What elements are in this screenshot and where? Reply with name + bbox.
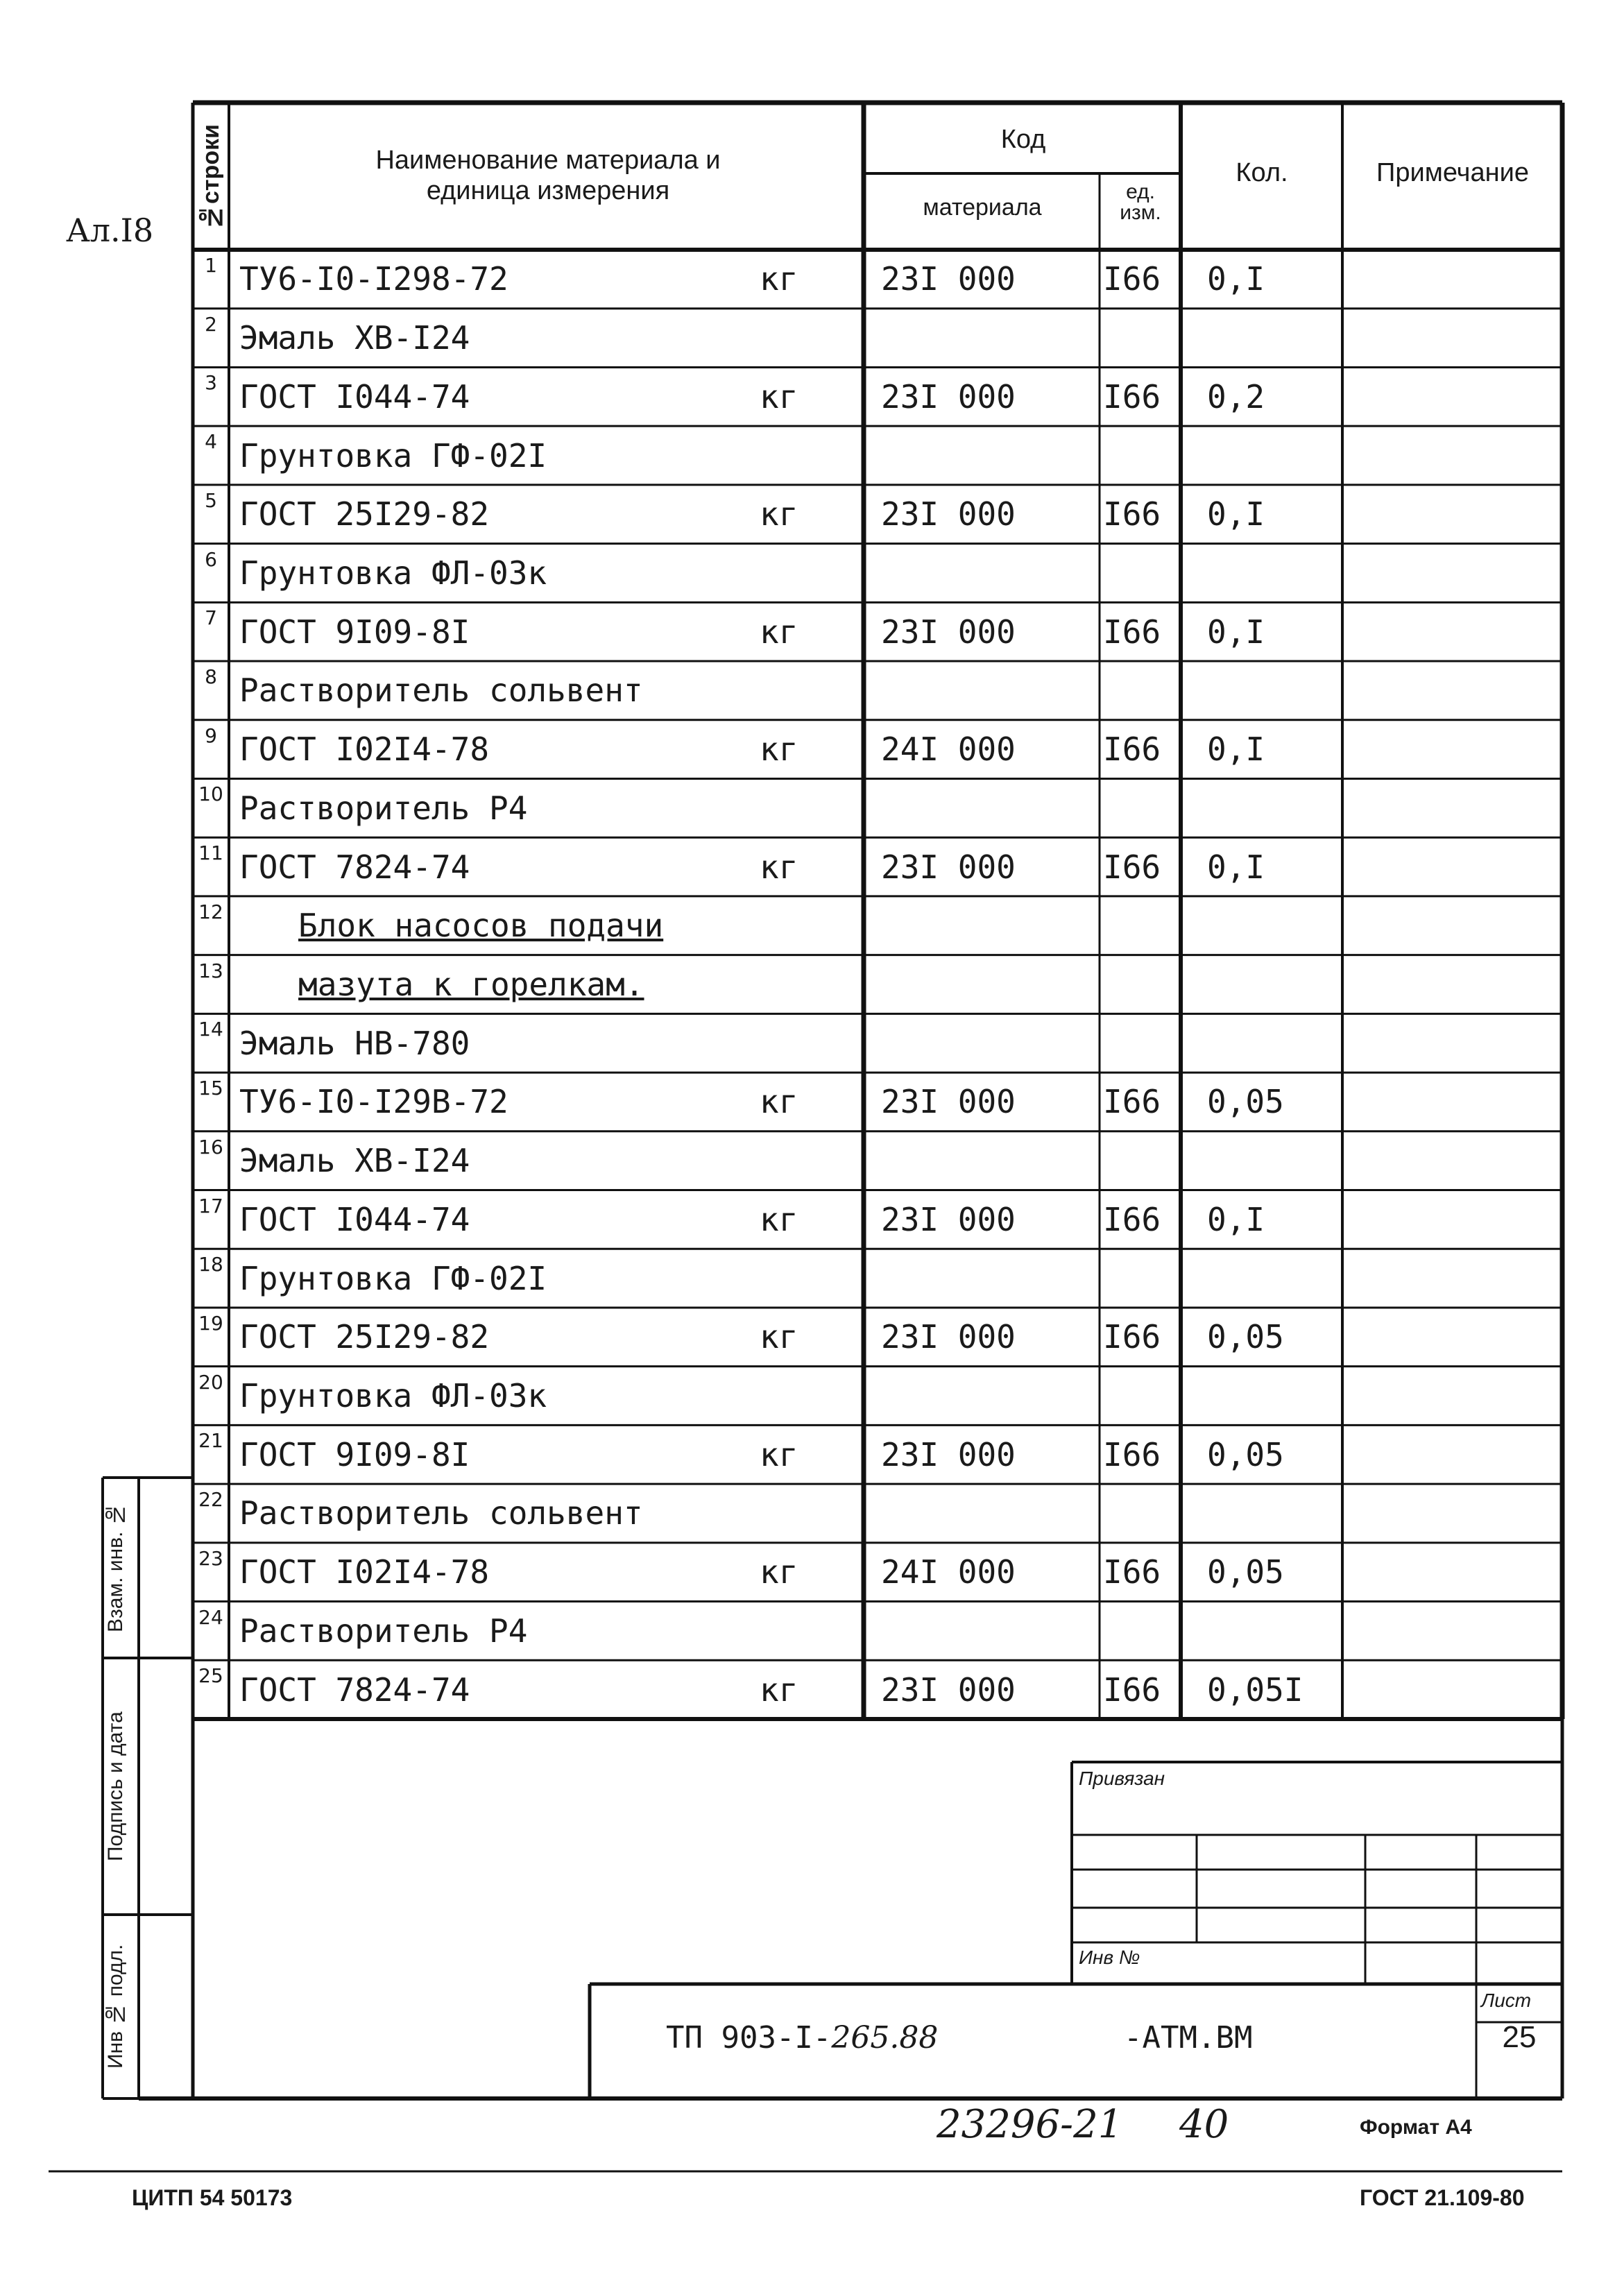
row-number: 17 xyxy=(198,1194,223,1217)
header-code-unit: ед. изм. xyxy=(1120,180,1161,224)
header-qty: Кол. xyxy=(1236,158,1288,187)
row-name: ГОСТ 9I09-8I xyxy=(239,1435,470,1473)
table-row xyxy=(0,955,1624,1014)
row-number: 15 xyxy=(198,1077,223,1100)
stamp-inv-podl: Инв № подл. xyxy=(104,1944,127,2069)
doc-number-handwritten: 265.88 xyxy=(831,2020,939,2055)
table-row xyxy=(0,485,1624,544)
row-name: ТУ6-I0-I298-72 xyxy=(239,260,508,298)
stamp-podpis: Подпись и дата xyxy=(104,1711,127,1861)
row-code-unit: I66 xyxy=(1103,1553,1161,1591)
row-unit: кг xyxy=(760,495,798,533)
list-value: 25 xyxy=(1502,2020,1537,2054)
row-number: 3 xyxy=(205,371,217,395)
row-number: 7 xyxy=(205,606,217,630)
row-number: 24 xyxy=(198,1605,223,1629)
row-number: 9 xyxy=(205,724,217,747)
row-code-material: 23I 000 xyxy=(881,1670,1016,1709)
row-number: 5 xyxy=(205,488,217,512)
row-name: ГОСТ 9I09-8I xyxy=(239,613,470,651)
row-name: ГОСТ I02I4-78 xyxy=(239,730,490,769)
table-row xyxy=(0,837,1624,896)
row-qty: 0,I xyxy=(1207,730,1265,769)
table-row xyxy=(0,1367,1624,1426)
header-row-number: №строки xyxy=(198,123,224,230)
row-number: 12 xyxy=(198,900,223,923)
inv-no-label: Инв № xyxy=(1079,1947,1140,1968)
row-code-material: 23I 000 xyxy=(881,1435,1016,1473)
row-name: Грунтовка ФЛ-03к xyxy=(239,1377,547,1415)
row-name: Эмаль НВ-780 xyxy=(239,1024,470,1062)
row-code-unit: I66 xyxy=(1103,1318,1161,1356)
footer-left: ЦИТП 54 50173 xyxy=(132,2185,293,2210)
row-qty: 0,I xyxy=(1207,613,1265,651)
row-unit: кг xyxy=(760,1083,798,1121)
archive-page: 40 xyxy=(1179,2102,1229,2147)
row-name: ГОСТ I02I4-78 xyxy=(239,1553,490,1591)
header-code: Код xyxy=(1000,125,1046,154)
table-row xyxy=(0,1660,1624,1719)
row-number: 4 xyxy=(205,430,217,454)
row-code-material: 23I 000 xyxy=(881,1318,1016,1356)
row-name: Эмаль ХВ-I24 xyxy=(239,319,470,357)
row-code-material: 23I 000 xyxy=(881,1083,1016,1121)
row-number: 2 xyxy=(205,312,217,336)
row-unit: кг xyxy=(760,1318,798,1356)
row-name: ГОСТ 7824-74 xyxy=(239,848,470,886)
row-qty: 0,2 xyxy=(1207,377,1265,416)
row-number: 10 xyxy=(198,783,223,806)
document-code xyxy=(666,2020,938,2055)
row-code-unit: I66 xyxy=(1103,848,1161,886)
table-row xyxy=(0,1543,1624,1602)
row-qty: 0,05 xyxy=(1207,1553,1284,1591)
row-number: 6 xyxy=(205,547,217,571)
sheet-label: Ал.I8 xyxy=(66,212,154,249)
row-code-unit: I66 xyxy=(1103,1435,1161,1473)
table-row xyxy=(0,1131,1624,1190)
row-qty: 0,I xyxy=(1207,1200,1265,1238)
doc-suffix: -АТМ.ВМ xyxy=(1124,2020,1253,2055)
archive-number: 23296-21 xyxy=(937,2102,1123,2147)
header-name: Наименование материала и единица измерения xyxy=(375,146,721,205)
row-code-unit: I66 xyxy=(1103,613,1161,651)
row-name: Блок насосов подачи xyxy=(298,907,664,945)
row-number: 13 xyxy=(198,959,223,982)
row-number: 18 xyxy=(198,1253,223,1276)
header-code-material: материала xyxy=(923,194,1042,221)
row-unit: кг xyxy=(760,260,798,298)
table-row xyxy=(0,1484,1624,1543)
row-number: 8 xyxy=(205,665,217,689)
row-code-material: 23I 000 xyxy=(881,260,1016,298)
stamp-vzam: Взам. инв. № xyxy=(104,1503,127,1633)
format-label: Формат А4 xyxy=(1360,2116,1472,2139)
row-unit: кг xyxy=(760,730,798,769)
row-name: мазута к горелкам. xyxy=(298,965,644,1003)
table-row xyxy=(0,1072,1624,1131)
row-unit: кг xyxy=(760,848,798,886)
row-code-material: 23I 000 xyxy=(881,495,1016,533)
footer-right: ГОСТ 21.109-80 xyxy=(1360,2185,1525,2210)
table-row xyxy=(0,1602,1624,1661)
row-number: 23 xyxy=(198,1546,223,1570)
row-name: ГОСТ 25I29-82 xyxy=(239,1318,490,1356)
row-code-material: 23I 000 xyxy=(881,848,1016,886)
row-code-unit: I66 xyxy=(1103,1200,1161,1238)
row-unit: кг xyxy=(760,1670,798,1709)
list-label: Лист xyxy=(1481,1990,1532,2011)
row-number: 25 xyxy=(198,1664,223,1688)
table-row xyxy=(0,896,1624,955)
row-unit: кг xyxy=(760,1553,798,1591)
row-code-material: 23I 000 xyxy=(881,613,1016,651)
table-row xyxy=(0,602,1624,661)
row-qty: 0,05 xyxy=(1207,1435,1284,1473)
header-note: Примечание xyxy=(1376,158,1529,187)
row-name: Грунтовка ФЛ-03к xyxy=(239,554,547,592)
table-row xyxy=(0,426,1624,485)
table-row xyxy=(0,544,1624,603)
row-name: Растворитель сольвент xyxy=(239,1494,643,1532)
row-code-unit: I66 xyxy=(1103,1083,1161,1121)
row-code-material: 23I 000 xyxy=(881,1200,1016,1238)
row-qty: 0,I xyxy=(1207,495,1265,533)
row-code-unit: I66 xyxy=(1103,377,1161,416)
row-name: Растворитель сольвент xyxy=(239,672,643,710)
row-name: ГОСТ 25I29-82 xyxy=(239,495,490,533)
row-unit: кг xyxy=(760,377,798,416)
row-name: Эмаль ХВ-I24 xyxy=(239,1142,470,1180)
table-row xyxy=(0,367,1624,426)
row-qty: 0,I xyxy=(1207,848,1265,886)
table-row xyxy=(0,720,1624,779)
table-row xyxy=(0,1249,1624,1308)
table-row xyxy=(0,1014,1624,1072)
row-code-unit: I66 xyxy=(1103,260,1161,298)
row-qty: 0,05 xyxy=(1207,1318,1284,1356)
row-name: ГОСТ I044-74 xyxy=(239,1200,470,1238)
row-qty: 0,05 xyxy=(1207,1083,1284,1121)
row-code-material: 24I 000 xyxy=(881,1553,1016,1591)
row-number: 21 xyxy=(198,1429,223,1453)
table-row xyxy=(0,661,1624,720)
row-number: 1 xyxy=(205,254,217,277)
row-number: 19 xyxy=(198,1311,223,1335)
row-number: 11 xyxy=(198,841,223,865)
row-qty: 0,I xyxy=(1207,260,1265,298)
row-number: 14 xyxy=(198,1018,223,1041)
row-unit: кг xyxy=(760,613,798,651)
row-name: ТУ6-I0-I29В-72 xyxy=(239,1083,508,1121)
row-qty: 0,05I xyxy=(1207,1670,1304,1709)
table-row xyxy=(0,250,1624,309)
row-code-unit: I66 xyxy=(1103,730,1161,769)
row-code-unit: I66 xyxy=(1103,1670,1161,1709)
row-name: Растворитель Р4 xyxy=(239,1612,528,1650)
row-unit: кг xyxy=(760,1435,798,1473)
table-row xyxy=(0,1190,1624,1249)
row-code-material: 24I 000 xyxy=(881,730,1016,769)
row-number: 20 xyxy=(198,1370,223,1394)
table-row xyxy=(0,1425,1624,1484)
table-row xyxy=(0,1308,1624,1367)
doc-prefix: ТП 903-I- xyxy=(666,2020,832,2055)
row-name: ГОСТ I044-74 xyxy=(239,377,470,416)
row-code-unit: I66 xyxy=(1103,495,1161,533)
table-row xyxy=(0,309,1624,368)
privyazan-label: Привязан xyxy=(1079,1768,1165,1789)
table-row xyxy=(0,778,1624,837)
row-number: 22 xyxy=(198,1488,223,1512)
row-number: 16 xyxy=(198,1135,223,1159)
row-unit: кг xyxy=(760,1200,798,1238)
row-code-material: 23I 000 xyxy=(881,377,1016,416)
row-name: ГОСТ 7824-74 xyxy=(239,1670,470,1709)
row-name: Грунтовка ГФ-02I xyxy=(239,1259,547,1297)
row-name: Растворитель Р4 xyxy=(239,789,528,827)
row-name: Грунтовка ГФ-02I xyxy=(239,436,547,475)
